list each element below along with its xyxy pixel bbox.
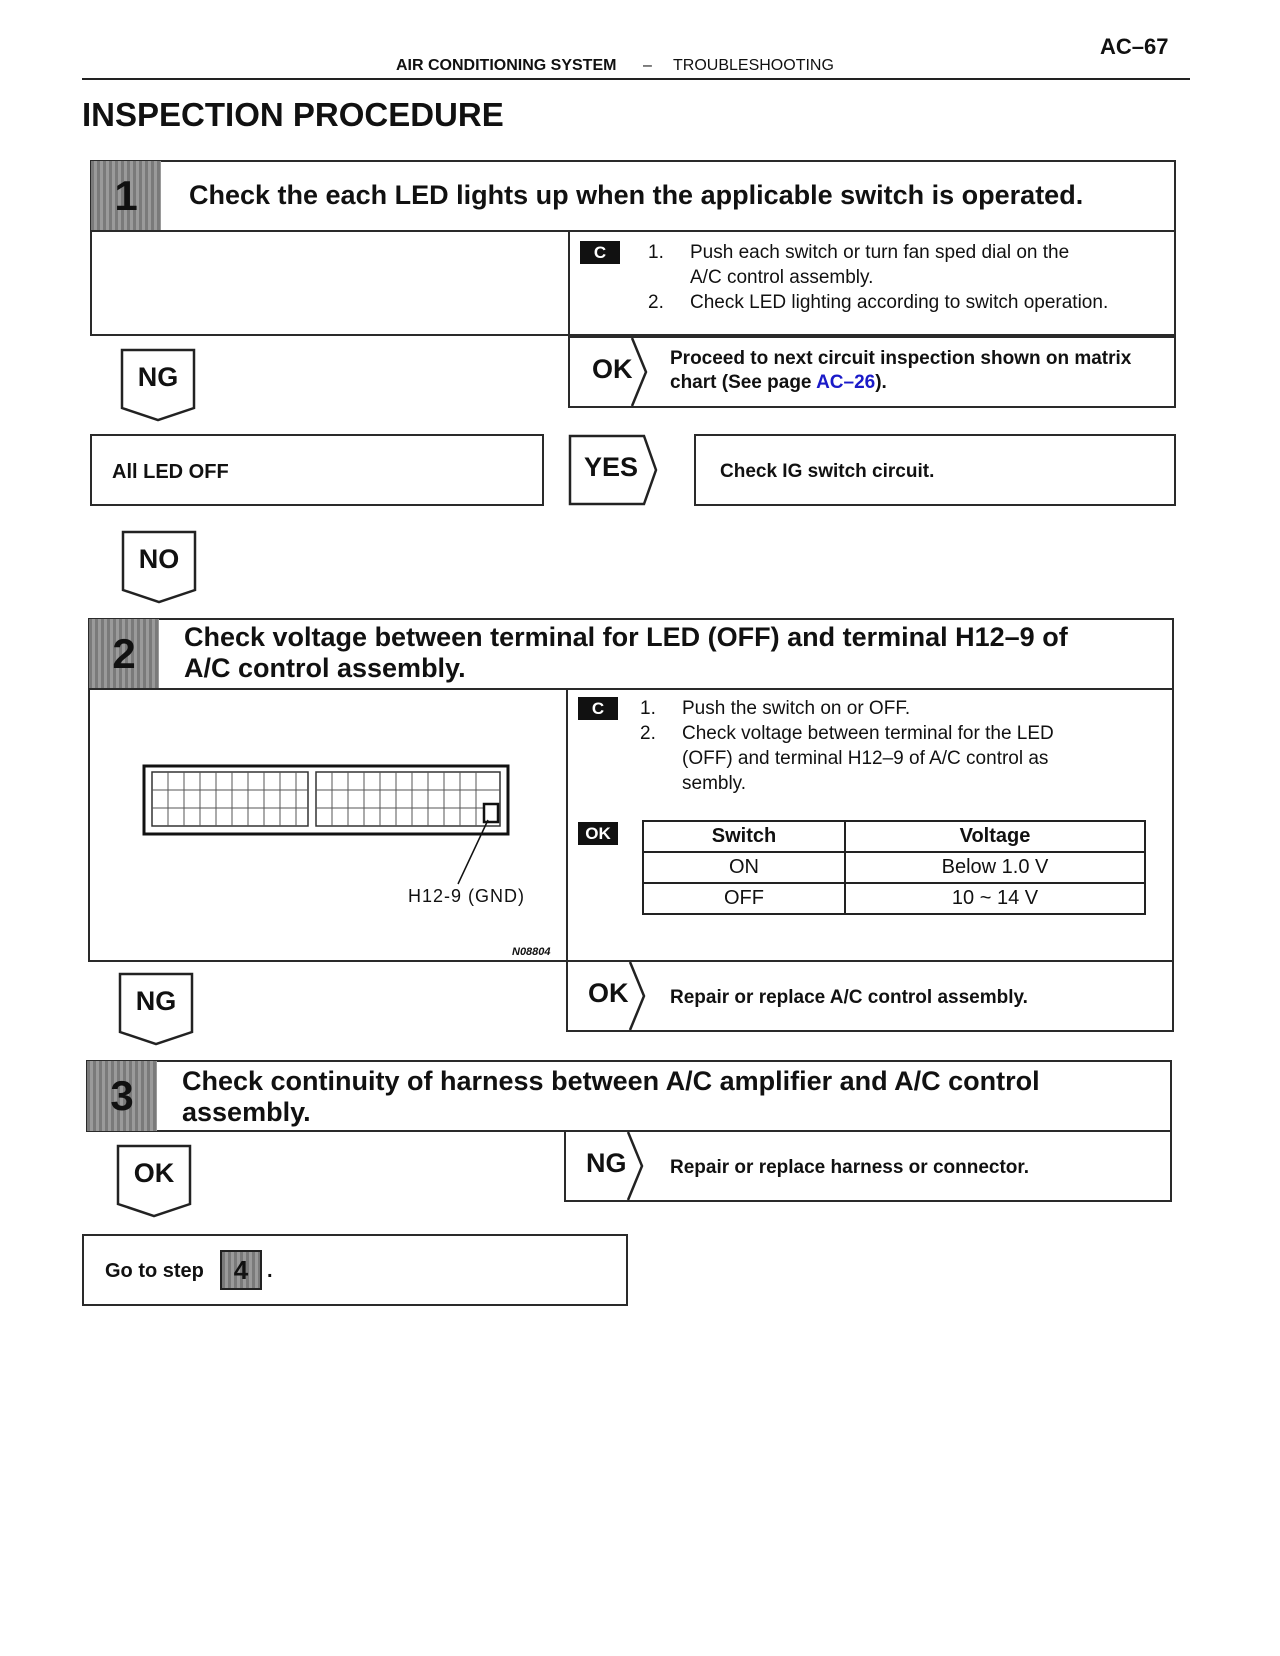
step1-figure-box xyxy=(90,230,570,336)
decision-question: All LED OFF xyxy=(112,461,229,483)
step2-ng-label: NG xyxy=(135,986,177,1016)
step2-instr-text-3: (OFF) and terminal H12–9 of A/C control as xyxy=(682,748,1049,769)
step2-number: 2 xyxy=(89,619,159,689)
step2-ng-tag xyxy=(118,972,194,1046)
table-cell: OFF xyxy=(643,883,845,914)
step3-ng-message: Repair or replace harness or connector. xyxy=(670,1157,1030,1178)
step1-ok-message-pre: Proceed to next circuit inspection shown on matrix chart (See page xyxy=(670,348,1132,393)
step1-instr-text-1: Push each switch or turn fan sped dial on the xyxy=(690,242,1070,263)
step1-ok-label: OK xyxy=(592,354,633,384)
step1-instructions xyxy=(648,240,1168,320)
step2-ok-arrow xyxy=(566,960,646,1032)
step3-ng-arrow xyxy=(564,1130,644,1202)
step1-ng-tag xyxy=(120,348,196,422)
step2-instr-text-2: Check voltage between terminal for the LED xyxy=(682,723,1054,744)
step1-number: 1 xyxy=(91,161,161,231)
step1-ok-message-post: ). xyxy=(875,372,887,393)
decision-yes-arrow xyxy=(568,434,660,506)
header-dash: – xyxy=(643,57,652,74)
goto-period: . xyxy=(267,1260,273,1282)
step2-ok-badge: OK xyxy=(578,822,618,845)
step2-instr-text-4: sembly. xyxy=(682,773,747,794)
connector-label: H12-9 (GND) xyxy=(408,886,526,906)
goto-step-number[interactable]: 4 xyxy=(220,1250,262,1290)
goto-text: Go to step xyxy=(105,1260,204,1282)
step3-title-line1: Check continuity of harness between A/C amplifier and A/C control xyxy=(182,1066,1040,1096)
step1-instr-num-1: 1. xyxy=(648,242,664,263)
header-section: AIR CONDITIONING SYSTEM xyxy=(396,57,617,74)
table-cell: 10 ~ 14 V xyxy=(845,883,1145,914)
step1-instr-text-2: A/C control assembly. xyxy=(690,267,874,288)
table-cell: ON xyxy=(643,852,845,883)
step3-ng-label: NG xyxy=(586,1148,627,1178)
header-rule xyxy=(82,78,1190,80)
step1-instr-num-3: 2. xyxy=(648,292,664,313)
step3-ok-tag xyxy=(116,1144,192,1218)
figure-code: N08804 xyxy=(512,946,551,958)
table-row xyxy=(643,883,1145,914)
voltage-table xyxy=(642,820,1146,915)
step3-ok-label: OK xyxy=(133,1158,175,1188)
step3-title-line2: assembly. xyxy=(182,1097,311,1127)
step3-number: 3 xyxy=(87,1061,157,1131)
step2-instr-num-1: 1. xyxy=(640,698,656,719)
step2-check-badge: C xyxy=(578,697,618,720)
page-title: INSPECTION PROCEDURE xyxy=(82,96,504,133)
step1-ng-label: NG xyxy=(137,362,179,392)
decision-yes-message: Check IG switch circuit. xyxy=(720,461,935,482)
step1-check-badge: C xyxy=(580,241,620,264)
table-header-switch: Switch xyxy=(643,821,845,852)
table-row xyxy=(643,852,1145,883)
step2-instr-num-2: 2. xyxy=(640,723,656,744)
table-header-row xyxy=(643,821,1145,852)
table-cell: Below 1.0 V xyxy=(845,852,1145,883)
decision-no-tag xyxy=(121,530,197,604)
header-subsection: TROUBLESHOOTING xyxy=(673,57,834,74)
step2-ok-message: Repair or replace A/C control assembly. xyxy=(670,987,1028,1008)
step2-ok-label: OK xyxy=(588,978,629,1008)
step2-title-line2: A/C control assembly. xyxy=(184,653,466,683)
decision-yes-label: YES xyxy=(584,452,639,482)
step1-title: Check the each LED lights up when the applicable switch is operated. xyxy=(189,180,1084,210)
step2-instr-text-1: Push the switch on or OFF. xyxy=(682,698,911,719)
step2-title-line1: Check voltage between terminal for LED (OFF) and terminal H12–9 of xyxy=(184,622,1068,652)
step1-ok-message xyxy=(670,347,1170,395)
step1-instr-text-3: Check LED lighting according to switch operation. xyxy=(690,292,1109,313)
decision-no-label: NO xyxy=(138,544,180,574)
step1-ok-message-link[interactable]: AC–26 xyxy=(816,372,876,393)
page-number: AC–67 xyxy=(1100,34,1169,59)
step1-ok-arrow xyxy=(568,336,648,408)
table-header-voltage: Voltage xyxy=(845,821,1145,852)
step2-instructions xyxy=(640,696,1160,796)
